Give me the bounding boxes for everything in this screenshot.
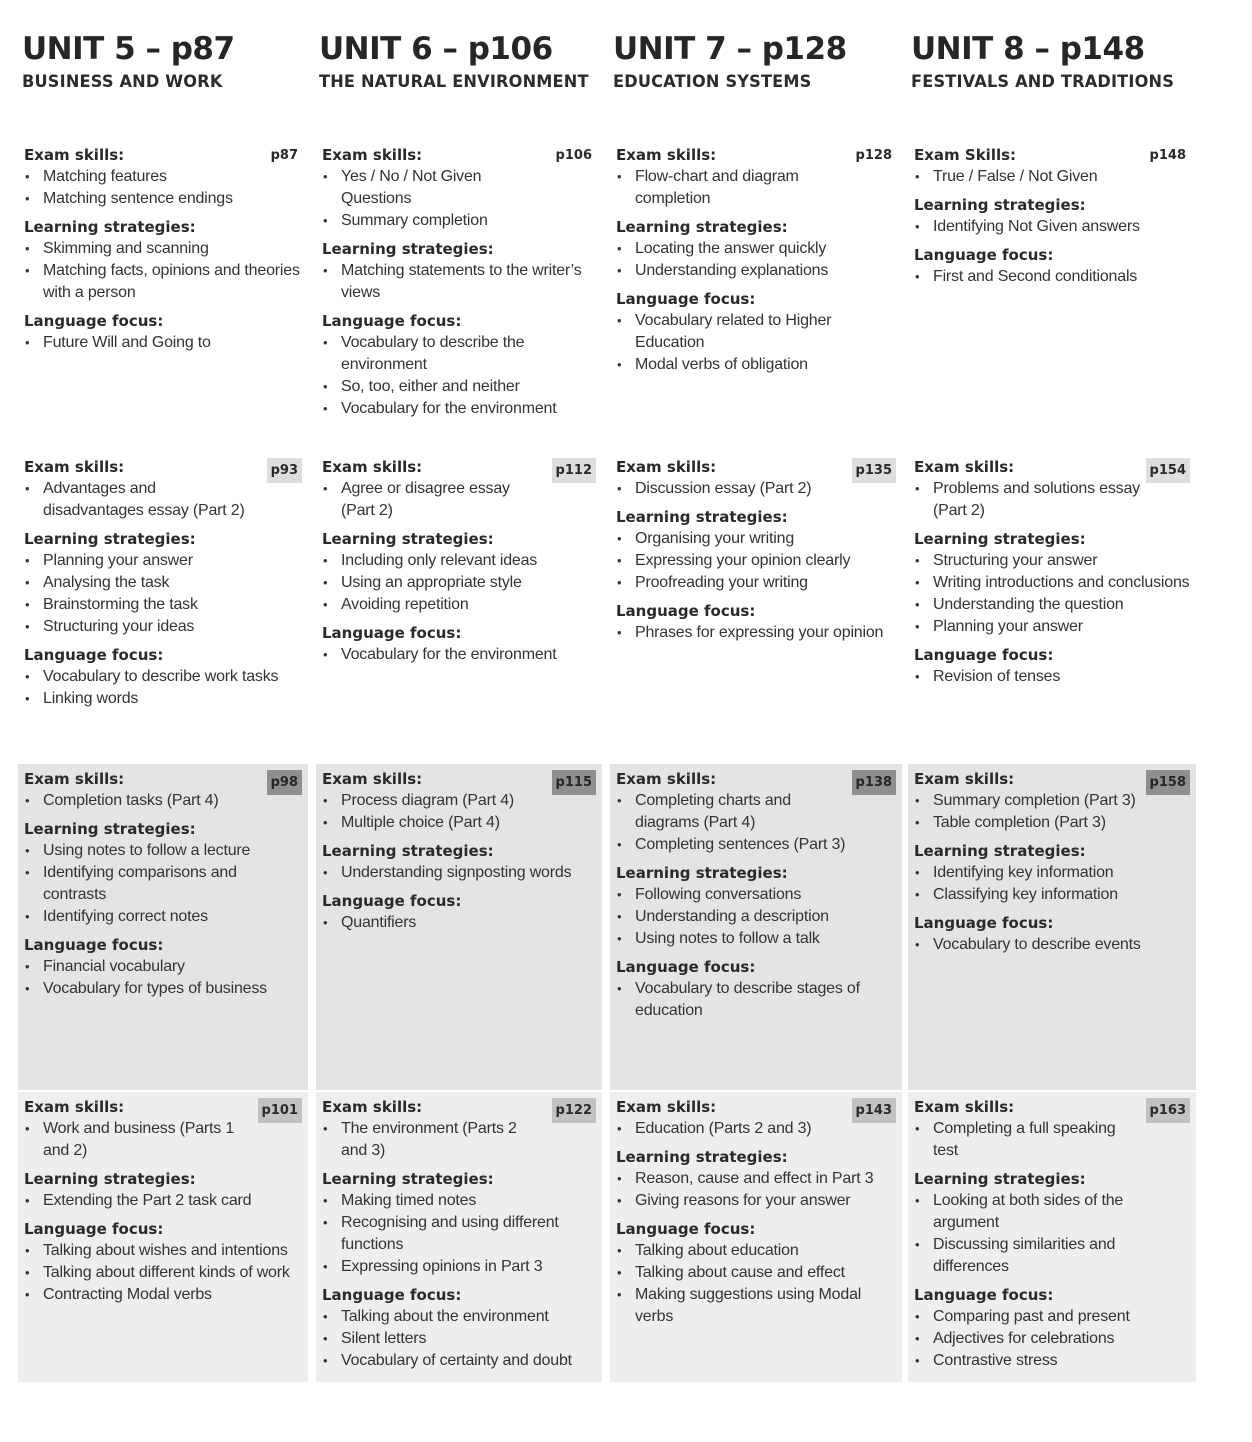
unit-5-writing-cell: [18, 452, 308, 742]
exam-skills-heading: Exam skills:: [322, 770, 423, 788]
learning-strategies-heading: Learning strategies:: [616, 864, 788, 882]
unit-5-reading-cell: [18, 140, 308, 440]
unit-7-listening-cell: [610, 764, 902, 1090]
list-item: • Including only relevant ideas: [322, 550, 597, 572]
list-item: • Analysing the task: [24, 572, 303, 594]
page-badge: p93: [267, 458, 302, 483]
list-item: • Giving reasons for your answer: [616, 1190, 897, 1212]
learning-strategies-list: [616, 528, 894, 594]
list-item: • Silent letters: [322, 1328, 597, 1350]
page-badge: p98: [267, 770, 302, 795]
learning-strategies-heading: Learning strategies:: [24, 218, 196, 236]
learning-strategies-list: [616, 1168, 894, 1212]
unit-5-listening-cell: [18, 764, 308, 1090]
list-item: • Vocabulary related to Higher Education: [616, 310, 897, 354]
unit-8-reading-cell: [908, 140, 1196, 440]
unit-7-reading-cell: [610, 140, 902, 440]
language-focus-list: [24, 332, 300, 354]
learning-strategies-heading: Learning strategies:: [914, 530, 1086, 548]
list-item: • Recognising and using different functions: [322, 1212, 597, 1256]
list-item: • Identifying Not Given answers: [914, 216, 1191, 238]
page-badge: p143: [852, 1098, 896, 1123]
exam-skills-heading: Exam skills:: [616, 1098, 717, 1116]
exam-skills-list: [322, 790, 594, 834]
language-focus-heading: Language focus:: [616, 602, 756, 620]
language-focus-list: [914, 666, 1188, 688]
exam-skills-list: [914, 478, 1188, 522]
unit-6-header: [319, 30, 603, 92]
list-item: • Locating the answer quickly: [616, 238, 897, 260]
language-focus-heading: Language focus:: [322, 624, 462, 642]
list-item: • Comparing past and present: [914, 1306, 1191, 1328]
page-badge: p106: [555, 148, 592, 163]
language-focus-heading: Language focus:: [322, 312, 462, 330]
unit-8-listening-cell: [908, 764, 1196, 1090]
learning-strategies-list: [24, 840, 300, 928]
exam-skills-heading: Exam skills:: [914, 770, 1015, 788]
list-item: • Structuring your answer: [914, 550, 1191, 572]
unit-subtitle: THE NATURAL ENVIRONMENT: [319, 72, 589, 92]
page-badge: p112: [552, 458, 596, 483]
language-focus-list: [322, 644, 594, 666]
language-focus-list: [24, 666, 300, 710]
list-item: • Brainstorming the task: [24, 594, 303, 616]
learning-strategies-heading: Learning strategies:: [322, 1170, 494, 1188]
learning-strategies-list: [914, 550, 1188, 638]
list-item: • Understanding a description: [616, 906, 897, 928]
language-focus-list: [914, 266, 1188, 288]
list-item: • Avoiding repetition: [322, 594, 597, 616]
page-badge: p148: [1149, 148, 1186, 163]
exam-skills-list: [616, 790, 894, 856]
unit-title: UNIT 5 – p87: [22, 31, 235, 67]
list-item: • Discussing similarities and differences: [914, 1234, 1191, 1278]
list-item: • Completing sentences (Part 3): [616, 834, 897, 856]
list-item: • Revision of tenses: [914, 666, 1191, 688]
list-item: • Contracting Modal verbs: [24, 1284, 303, 1306]
list-item: • Talking about cause and effect: [616, 1262, 897, 1284]
unit-8-header: [911, 30, 1188, 92]
page-badge: p101: [258, 1098, 302, 1123]
list-item: • Planning your answer: [24, 550, 303, 572]
list-item: • Completing charts and diagrams (Part 4): [616, 790, 847, 834]
list-item: • Extending the Part 2 task card: [24, 1190, 303, 1212]
language-focus-heading: Language focus:: [24, 312, 164, 330]
exam-skills-heading: Exam skills:: [24, 146, 125, 164]
page-badge: p122: [552, 1098, 596, 1123]
exam-skills-heading: Exam skills:: [616, 458, 717, 476]
exam-skills-list: [322, 166, 594, 232]
exam-skills-list: [322, 1118, 594, 1162]
page-badge: p115: [552, 770, 596, 795]
list-item: • Following conversations: [616, 884, 897, 906]
learning-strategies-list: [616, 238, 894, 282]
page-badge: p135: [852, 458, 896, 483]
exam-skills-heading: Exam skills:: [616, 146, 717, 164]
learning-strategies-list: [24, 550, 300, 638]
unit-subtitle: EDUCATION SYSTEMS: [613, 72, 812, 92]
exam-skills-list: [914, 166, 1188, 188]
exam-skills-list: [24, 478, 300, 522]
language-focus-heading: Language focus:: [322, 892, 462, 910]
exam-skills-list: [24, 1118, 300, 1162]
exam-skills-heading: Exam skills:: [24, 1098, 125, 1116]
unit-6-listening-cell: [316, 764, 602, 1090]
unit-title: UNIT 7 – p128: [613, 31, 847, 67]
page-badge: p158: [1146, 770, 1190, 795]
language-focus-list: [24, 956, 300, 1000]
exam-skills-heading: Exam skills:: [322, 458, 423, 476]
list-item: • Structuring your ideas: [24, 616, 303, 638]
list-item: • Looking at both sides of the argument: [914, 1190, 1191, 1234]
learning-strategies-list: [322, 862, 594, 884]
language-focus-list: [914, 934, 1188, 956]
unit-subtitle: FESTIVALS AND TRADITIONS: [911, 72, 1175, 92]
unit-title: UNIT 8 – p148: [911, 31, 1145, 67]
list-item: • Financial vocabulary: [24, 956, 303, 978]
list-item: • Adjectives for celebrations: [914, 1328, 1191, 1350]
list-item: • True / False / Not Given: [914, 166, 1141, 188]
language-focus-list: [322, 332, 594, 420]
learning-strategies-list: [322, 1190, 594, 1278]
list-item: • Future Will and Going to: [24, 332, 303, 354]
learning-strategies-heading: Learning strategies:: [914, 196, 1086, 214]
language-focus-heading: Language focus:: [616, 958, 756, 976]
learning-strategies-heading: Learning strategies:: [616, 508, 788, 526]
list-item: • Writing introductions and conclusions: [914, 572, 1191, 594]
exam-skills-list: [24, 790, 300, 812]
exam-skills-heading: Exam skills:: [616, 770, 717, 788]
learning-strategies-heading: Learning strategies:: [914, 842, 1086, 860]
learning-strategies-list: [914, 1190, 1188, 1278]
list-item: • Understanding explanations: [616, 260, 897, 282]
exam-skills-heading: Exam skills:: [24, 458, 125, 476]
list-item: • Using an appropriate style: [322, 572, 597, 594]
list-item: • Planning your answer: [914, 616, 1191, 638]
unit-subtitle: BUSINESS AND WORK: [22, 72, 223, 92]
list-item: • Work and business (Parts 1 and 2): [24, 1118, 253, 1162]
list-item: • Flow-chart and diagram completion: [616, 166, 847, 210]
exam-skills-heading: Exam skills:: [322, 1098, 423, 1116]
list-item: • Completion tasks (Part 4): [24, 790, 253, 812]
list-item: • Discussion essay (Part 2): [616, 478, 847, 500]
exam-skills-list: [24, 166, 300, 210]
list-item: • Quantifiers: [322, 912, 597, 934]
language-focus-list: [616, 310, 894, 376]
exam-skills-heading: Exam skills:: [914, 1098, 1015, 1116]
exam-skills-list: [322, 478, 594, 522]
learning-strategies-list: [616, 884, 894, 950]
page-badge: p87: [270, 148, 298, 163]
list-item: • Expressing your opinion clearly: [616, 550, 897, 572]
list-item: • Matching facts, opinions and theories with a person: [24, 260, 303, 304]
list-item: • Yes / No / Not Given Questions: [322, 166, 547, 210]
list-item: • Process diagram (Part 4): [322, 790, 547, 812]
list-item: • First and Second conditionals: [914, 266, 1191, 288]
list-item: • Problems and solutions essay (Part 2): [914, 478, 1141, 522]
language-focus-list: [616, 978, 894, 1022]
language-focus-list: [616, 1240, 894, 1328]
list-item: • Completing a full speaking test: [914, 1118, 1141, 1162]
list-item: • Vocabulary for types of business: [24, 978, 303, 1000]
list-item: • So, too, either and neither: [322, 376, 597, 398]
unit-6-reading-cell: [316, 140, 602, 440]
unit-8-speaking-cell: [908, 1092, 1196, 1382]
learning-strategies-heading: Learning strategies:: [322, 842, 494, 860]
list-item: • Vocabulary to describe stages of education: [616, 978, 897, 1022]
learning-strategies-heading: Learning strategies:: [24, 820, 196, 838]
list-item: • Skimming and scanning: [24, 238, 303, 260]
list-item: • Summary completion (Part 3): [914, 790, 1141, 812]
list-item: • Making suggestions using Modal verbs: [616, 1284, 897, 1328]
learning-strategies-list: [24, 1190, 300, 1212]
list-item: • Contrastive stress: [914, 1350, 1191, 1372]
list-item: • Advantages and disadvantages essay (Part 2): [24, 478, 253, 522]
list-item: • Linking words: [24, 688, 303, 710]
list-item: • Understanding signposting words: [322, 862, 597, 884]
language-focus-list: [914, 1306, 1188, 1372]
language-focus-list: [322, 1306, 594, 1372]
language-focus-heading: Language focus:: [914, 1286, 1054, 1304]
list-item: • Phrases for expressing your opinion: [616, 622, 897, 644]
list-item: • Summary completion: [322, 210, 597, 232]
language-focus-heading: Language focus:: [914, 646, 1054, 664]
learning-strategies-heading: Learning strategies:: [24, 530, 196, 548]
page-badge: p138: [852, 770, 896, 795]
unit-7-header: [613, 30, 847, 92]
exam-skills-heading: Exam Skills:: [914, 146, 1017, 164]
learning-strategies-heading: Learning strategies:: [616, 218, 788, 236]
learning-strategies-list: [322, 260, 594, 304]
list-item: • Classifying key information: [914, 884, 1191, 906]
list-item: • Expressing opinions in Part 3: [322, 1256, 597, 1278]
list-item: • Identifying comparisons and contrasts: [24, 862, 303, 906]
list-item: • The environment (Parts 2 and 3): [322, 1118, 547, 1162]
list-item: • Vocabulary to describe work tasks: [24, 666, 303, 688]
list-item: • Vocabulary for the environment: [322, 398, 597, 420]
exam-skills-list: [616, 166, 894, 210]
learning-strategies-heading: Learning strategies:: [914, 1170, 1086, 1188]
list-item: • Matching statements to the writer’s views: [322, 260, 597, 304]
learning-strategies-list: [24, 238, 300, 304]
list-item: • Education (Parts 2 and 3): [616, 1118, 847, 1140]
language-focus-heading: Language focus:: [24, 936, 164, 954]
list-item: • Vocabulary to describe the environment: [322, 332, 597, 376]
list-item: • Making timed notes: [322, 1190, 597, 1212]
language-focus-heading: Language focus:: [914, 914, 1054, 932]
unit-7-speaking-cell: [610, 1092, 902, 1382]
list-item: • Talking about wishes and intentions: [24, 1240, 303, 1262]
learning-strategies-list: [322, 550, 594, 616]
list-item: • Modal verbs of obligation: [616, 354, 897, 376]
language-focus-heading: Language focus:: [616, 290, 756, 308]
language-focus-list: [24, 1240, 300, 1306]
language-focus-list: [616, 622, 894, 644]
language-focus-heading: Language focus:: [914, 246, 1054, 264]
language-focus-heading: Language focus:: [322, 1286, 462, 1304]
list-item: • Understanding the question: [914, 594, 1191, 616]
list-item: • Matching sentence endings: [24, 188, 303, 210]
exam-skills-list: [914, 1118, 1188, 1162]
unit-8-writing-cell: [908, 452, 1196, 742]
list-item: • Matching features: [24, 166, 253, 188]
unit-title: UNIT 6 – p106: [319, 31, 553, 67]
list-item: • Talking about different kinds of work: [24, 1262, 303, 1284]
unit-5-speaking-cell: [18, 1092, 308, 1382]
list-item: • Agree or disagree essay (Part 2): [322, 478, 547, 522]
learning-strategies-list: [914, 216, 1188, 238]
list-item: • Talking about the environment: [322, 1306, 597, 1328]
exam-skills-heading: Exam skills:: [24, 770, 125, 788]
list-item: • Using notes to follow a lecture: [24, 840, 303, 862]
list-item: • Proofreading your writing: [616, 572, 897, 594]
exam-skills-list: [914, 790, 1188, 834]
learning-strategies-list: [914, 862, 1188, 906]
unit-7-writing-cell: [610, 452, 902, 742]
learning-strategies-heading: Learning strategies:: [24, 1170, 196, 1188]
list-item: • Reason, cause and effect in Part 3: [616, 1168, 897, 1190]
list-item: • Organising your writing: [616, 528, 897, 550]
list-item: • Table completion (Part 3): [914, 812, 1191, 834]
learning-strategies-heading: Learning strategies:: [616, 1148, 788, 1166]
page-badge: p154: [1146, 458, 1190, 483]
unit-5-header: [22, 30, 235, 92]
list-item: • Vocabulary of certainty and doubt: [322, 1350, 597, 1372]
page-badge: p128: [855, 148, 892, 163]
list-item: • Identifying key information: [914, 862, 1191, 884]
learning-strategies-heading: Learning strategies:: [322, 240, 494, 258]
list-item: • Multiple choice (Part 4): [322, 812, 597, 834]
learning-strategies-heading: Learning strategies:: [322, 530, 494, 548]
language-focus-list: [322, 912, 594, 934]
list-item: • Identifying correct notes: [24, 906, 303, 928]
language-focus-heading: Language focus:: [616, 1220, 756, 1238]
page-badge: p163: [1146, 1098, 1190, 1123]
list-item: • Using notes to follow a talk: [616, 928, 897, 950]
unit-6-writing-cell: [316, 452, 602, 742]
exam-skills-heading: Exam skills:: [914, 458, 1015, 476]
list-item: • Talking about education: [616, 1240, 897, 1262]
list-item: • Vocabulary for the environment: [322, 644, 597, 666]
list-item: • Vocabulary to describe events: [914, 934, 1191, 956]
language-focus-heading: Language focus:: [24, 646, 164, 664]
unit-6-speaking-cell: [316, 1092, 602, 1382]
language-focus-heading: Language focus:: [24, 1220, 164, 1238]
exam-skills-heading: Exam skills:: [322, 146, 423, 164]
